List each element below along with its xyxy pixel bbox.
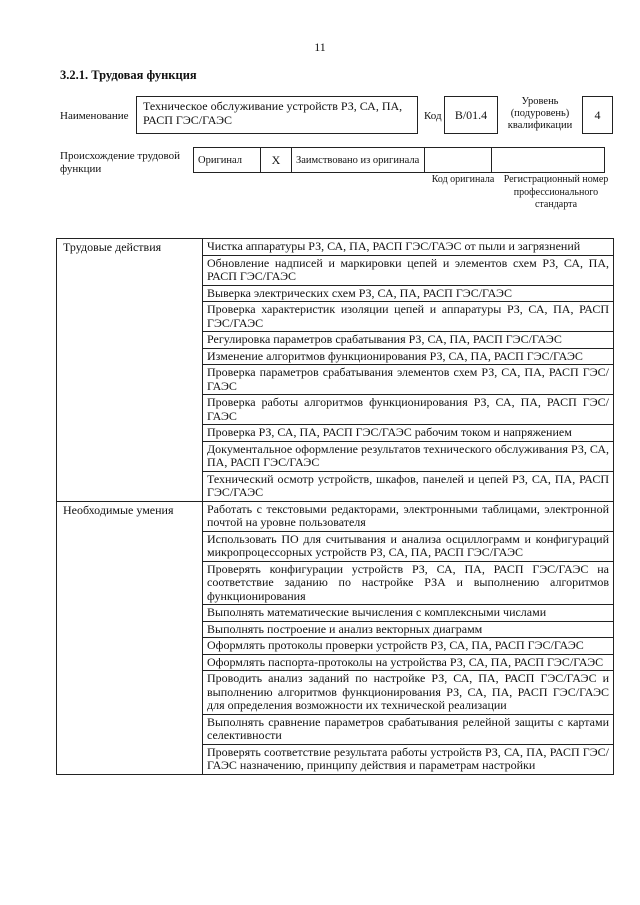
original-label: Оригинал (194, 148, 261, 173)
origin-code-cell (425, 148, 492, 173)
labor-action-item: Чистка аппаратуры РЗ, СА, ПА, РАСП ГЭС/ГАЭС от пыли и загрязнений (203, 239, 614, 256)
labor-action-item: Проверка характеристик изоляции цепей и аппаратуры РЗ, СА, ПА, РАСП ГЭС/ГАЭС (203, 302, 614, 332)
table-row (57, 239, 614, 256)
labor-actions-label: Трудовые действия (57, 239, 203, 502)
labor-action-item: Выверка электрических схем РЗ, СА, ПА, РАСП ГЭС/ГАЭС (203, 285, 614, 302)
skill-item: Выполнять сравнение параметров срабатывания релейной защиты с картами селективности (203, 714, 614, 744)
skill-item: Использовать ПО для считывания и анализа осциллограмм и конфигураций микропроцессорных устройств РЗ, СА, ПА, РАСП ГЭС/ГАЭС (203, 531, 614, 561)
labor-action-item: Изменение алгоритмов функционирования РЗ, СА, ПА, РАСП ГЭС/ГАЭС (203, 348, 614, 365)
name-label: Наименование (60, 110, 129, 122)
code-label: Код (424, 110, 442, 122)
skill-item: Оформлять паспорта-протоколы на устройства РЗ, СА, ПА, РАСП ГЭС/ГАЭС (203, 654, 614, 671)
labor-action-item: Регулировка параметров срабатывания РЗ, СА, ПА, РАСП ГЭС/ГАЭС (203, 332, 614, 349)
skill-item: Работать с текстовыми редакторами, электронными таблицами, электронной почтой на уровне пользователя (203, 501, 614, 531)
skill-item: Выполнять построение и анализ векторных диаграмм (203, 621, 614, 638)
labor-action-item: Проверка работы алгоритмов функционирования РЗ, СА, ПА, РАСП ГЭС/ГАЭС (203, 395, 614, 425)
origin-code-label: Код оригинала (431, 174, 495, 185)
section-heading: 3.2.1. Трудовая функция (60, 68, 197, 82)
original-mark: Х (261, 148, 292, 173)
skill-item: Проводить анализ заданий по настройке РЗ, СА, ПА, РАСП ГЭС/ГАЭС и выполнению алгоритмов функционирования РЗ, СА, ПА, РАСП ГЭС/ГАЭС для определения возможности их технической реализации (203, 671, 614, 715)
borrowed-label: Заимствовано из оригинала (292, 148, 425, 173)
labor-action-item: Проверка РЗ, СА, ПА, РАСП ГЭС/ГАЭС рабочим током и напряжением (203, 425, 614, 442)
origin-table (193, 147, 605, 173)
reg-number-cell (492, 148, 605, 173)
skill-item: Проверять соответствие результата работы устройств РЗ, СА, ПА, РАСП ГЭС/ГАЭС назначению, принципу действия и параметрам настройки (203, 744, 614, 774)
level-field: 4 (582, 96, 613, 134)
table-row (57, 501, 614, 531)
code-field: В/01.4 (444, 96, 498, 134)
labor-action-item: Документальное оформление результатов технического обслуживания РЗ, СА, ПА, РАСП ГЭС/ГАЭС (203, 441, 614, 471)
labor-action-item: Обновление надписей и маркировки цепей и элементов схем РЗ, СА, ПА, РАСП ГЭС/ГАЭС (203, 255, 614, 285)
level-label: Уровень (подуровень) квалификации (507, 96, 573, 131)
skill-item: Проверять конфигурации устройств РЗ, СА, ПА, РАСП ГЭС/ГАЭС на соответствие заданию по настройке РЗА и выполнению алгоритмов функционирования (203, 561, 614, 605)
origin-label: Происхождение трудовой функции (60, 150, 181, 175)
skills-label: Необходимые умения (57, 501, 203, 774)
skill-item: Оформлять протоколы проверки устройств РЗ, СА, ПА, РАСП ГЭС/ГАЭС (203, 638, 614, 655)
labor-action-item: Технический осмотр устройств, шкафов, панелей и цепей РЗ, СА, ПА, РАСП ГЭС/ГАЭС (203, 471, 614, 501)
labor-action-item: Проверка параметров срабатывания элементов схем РЗ, СА, ПА, РАСП ГЭС/ГАЭС (203, 365, 614, 395)
reg-number-label: Регистрационный номер профессионального стандарта (503, 174, 609, 210)
skill-item: Выполнять математические вычисления с комплексными числами (203, 605, 614, 622)
page-number: 11 (314, 40, 326, 54)
labor-function-table (56, 238, 614, 775)
function-name-field: Техническое обслуживание устройств РЗ, СА, ПА, РАСП ГЭС/ГАЭС (136, 96, 418, 134)
